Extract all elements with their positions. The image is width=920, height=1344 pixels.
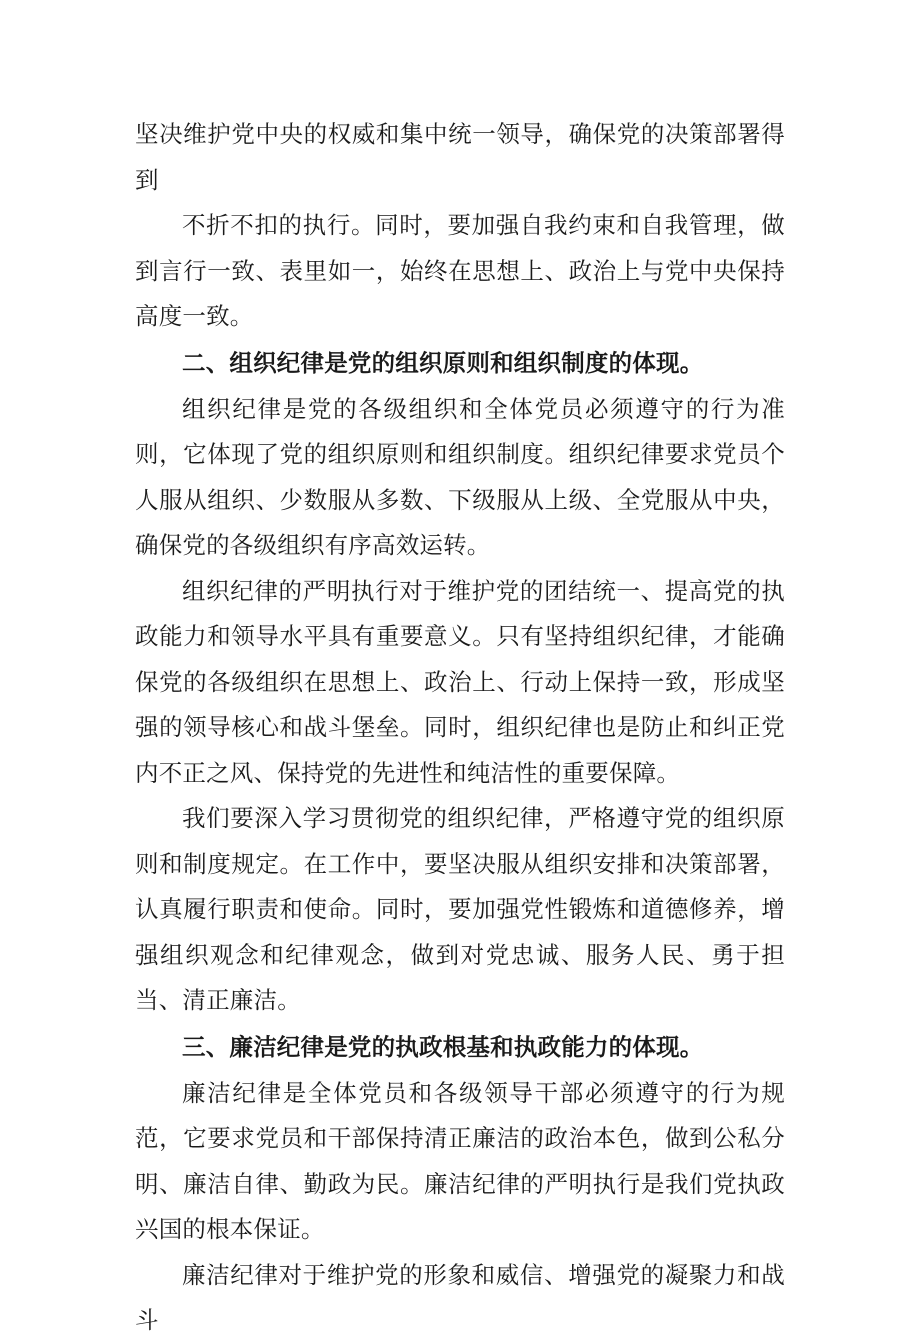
paragraph-self-discipline: 不折不扣的执行。同时，要加强自我约束和自我管理，做到言行一致、表里如一，始终在思想上、政治上与党中央保持高度一致。 (135, 211, 785, 330)
paragraph-integrity-definition: 廉洁纪律是全体党员和各级领导干部必须遵守的行为规范，它要求党员和干部保持清正廉洁的政治本色，做到公私分明、廉洁自律、勤政为民。廉洁纪律的严明执行是我们党执政兴国的根本保证。 (135, 1078, 785, 1243)
section-heading-organizational-discipline: 二、组织纪律是党的组织原则和组织制度的体现。 (182, 348, 704, 377)
paragraph-integrity-significance: 廉洁纪律对于维护党的形象和威信、增强党的凝聚力和战斗 (135, 1260, 785, 1334)
paragraph-continuation: 坚决维护党中央的权威和集中统一领导，确保党的决策部署得到 (135, 120, 785, 194)
paragraph-organizational-practice: 我们要深入学习贯彻党的组织纪律，严格遵守党的组织原则和制度规定。在工作中，要坚决服从组织安排和决策部署，认真履行职责和使命。同时，要加强党性锻炼和道德修养，增强组织观念和纪律观念，做到对党忠诚、服务人民、勇于担当、清正廉洁。 (135, 804, 785, 1014)
paragraph-organizational-significance: 组织纪律的严明执行对于维护党的团结统一、提高党的执政能力和领导水平具有重要意义。只有坚持组织纪律，才能确保党的各级组织在思想上、政治上、行动上保持一致，形成坚强的领导核心和战斗堡垒。同时，组织纪律也是防止和纠正党内不正之风、保持党的先进性和纯洁性的重要保障。 (135, 576, 785, 787)
paragraph-organizational-definition: 组织纪律是党的各级组织和全体党员必须遵守的行为准则，它体现了党的组织原则和组织制度。组织纪律要求党员个人服从组织、少数服从多数、下级服从上级、全党服从中央，确保党的各级组织有序高效运转。 (135, 394, 785, 559)
section-heading-integrity-discipline: 三、廉洁纪律是党的执政根基和执政能力的体现。 (182, 1032, 704, 1061)
